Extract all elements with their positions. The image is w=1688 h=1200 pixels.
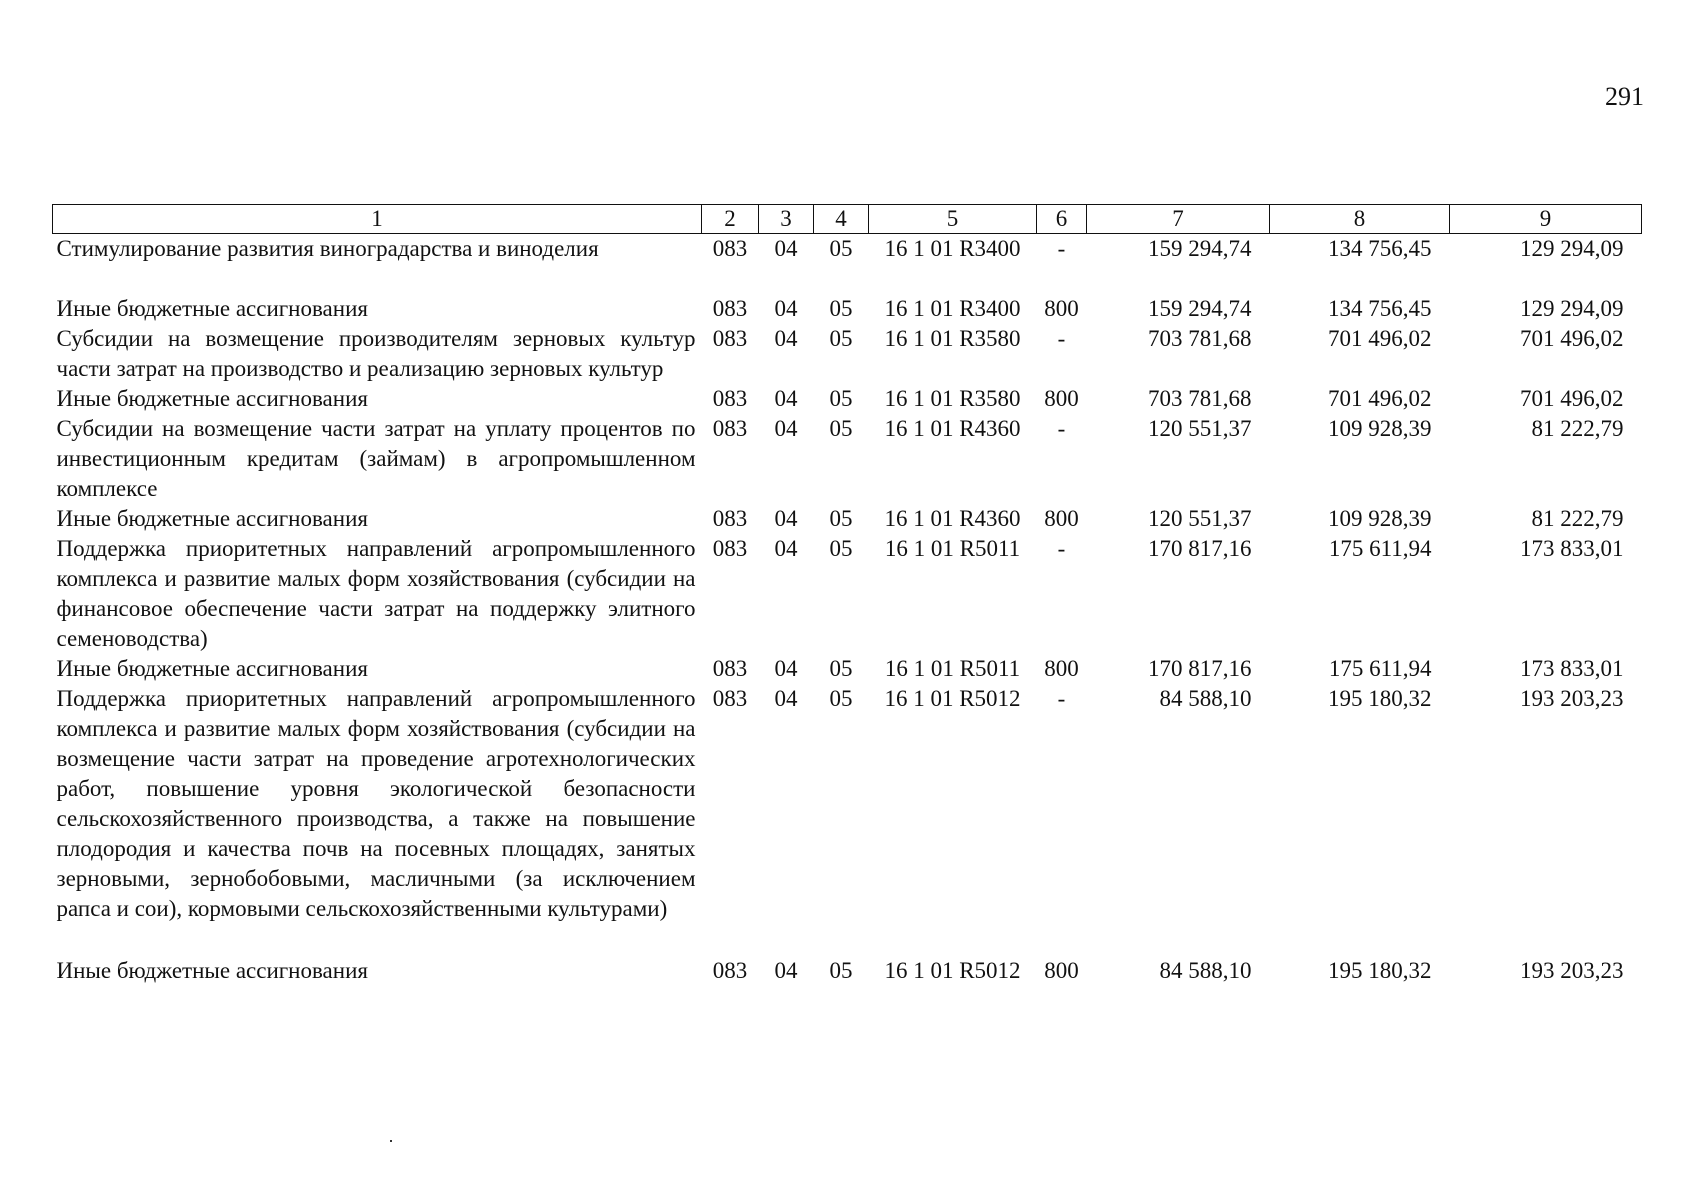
amount-col8: 175 611,94 <box>1328 656 1432 681</box>
target-article-code: 16 1 01 R5012 <box>884 958 1021 983</box>
item-name: Стимулирование развития виноградарства и виноделия <box>56 236 599 261</box>
amount-col9: 81 222,79 <box>1531 506 1624 531</box>
subsection-code: 05 <box>829 686 853 711</box>
table-row <box>53 534 1642 654</box>
header-row <box>53 205 1642 234</box>
ministry-code: 083 <box>712 536 748 561</box>
expense-type-code: 800 <box>1044 958 1079 983</box>
subsection-code: 05 <box>829 386 853 411</box>
amount-col7: 703 781,68 <box>1148 386 1252 411</box>
section-code: 04 <box>774 506 798 531</box>
amount-col9: 129 294,09 <box>1520 236 1624 261</box>
subsection-code: 05 <box>829 536 853 561</box>
subsection-code: 05 <box>829 236 853 261</box>
amount-col9: 193 203,23 <box>1520 686 1624 711</box>
amount-col9: 81 222,79 <box>1531 416 1624 441</box>
amount-col8: 701 496,02 <box>1328 326 1432 351</box>
section-code: 04 <box>774 536 798 561</box>
column-header: 6 <box>1037 205 1087 234</box>
target-article-code: 16 1 01 R3580 <box>884 386 1021 411</box>
column-header: 3 <box>759 205 814 234</box>
ministry-code: 083 <box>712 656 748 681</box>
ministry-code: 083 <box>712 958 748 983</box>
section-code: 04 <box>774 686 798 711</box>
amount-col8: 701 496,02 <box>1328 386 1432 411</box>
amount-col9: 193 203,23 <box>1520 958 1624 983</box>
expense-type-code: 800 <box>1044 296 1079 321</box>
amount-col7: 84 588,10 <box>1159 686 1252 711</box>
amount-col8: 134 756,45 <box>1328 236 1432 261</box>
table-row <box>53 504 1642 534</box>
expense-type-code: - <box>1057 536 1066 561</box>
section-code: 04 <box>774 296 798 321</box>
amount-col7: 170 817,16 <box>1148 536 1252 561</box>
table-row <box>53 324 1642 384</box>
column-header: 1 <box>53 205 702 234</box>
ministry-code: 083 <box>712 386 748 411</box>
amount-col8: 109 928,39 <box>1328 506 1432 531</box>
table-row <box>53 654 1642 684</box>
amount-col7: 159 294,74 <box>1148 236 1252 261</box>
amount-col7: 170 817,16 <box>1148 656 1252 681</box>
amount-col8: 195 180,32 <box>1328 958 1432 983</box>
expense-type-code: - <box>1057 686 1066 711</box>
section-code: 04 <box>774 326 798 351</box>
budget-table <box>52 204 1642 986</box>
item-name: Иные бюджетные ассигнования <box>56 506 368 531</box>
item-name: Поддержка приоритетных направлений агропромышленного комплекса и развитие малых форм хозяйствования (субсидии на возмещение части затрат на проведение агротехнологических работ, повышение уровня экологической безопасности сельскохозяйственного производства, а также на повышение плодородия и качества почв на посевных площадях, занятых зерновыми, зернобобовыми, масличными (за исключением рапса и сои), кормовыми сельскохозяйственными культурами) <box>56 686 696 921</box>
table-row <box>53 384 1642 414</box>
table-row <box>53 684 1642 956</box>
subsection-code: 05 <box>829 656 853 681</box>
section-code: 04 <box>774 416 798 441</box>
amount-col8: 134 756,45 <box>1328 296 1432 321</box>
target-article-code: 16 1 01 R5012 <box>884 686 1021 711</box>
column-header: 9 <box>1450 205 1642 234</box>
amount-col8: 109 928,39 <box>1328 416 1432 441</box>
amount-col9: 173 833,01 <box>1520 536 1624 561</box>
expense-type-code: - <box>1057 416 1066 441</box>
amount-col8: 175 611,94 <box>1328 536 1432 561</box>
column-header: 5 <box>869 205 1037 234</box>
target-article-code: 16 1 01 R3400 <box>884 296 1021 321</box>
expense-type-code: 800 <box>1044 506 1079 531</box>
ministry-code: 083 <box>712 416 748 441</box>
table-row <box>53 414 1642 504</box>
amount-col7: 703 781,68 <box>1148 326 1252 351</box>
subsection-code: 05 <box>829 506 853 531</box>
section-code: 04 <box>774 958 798 983</box>
ministry-code: 083 <box>712 236 748 261</box>
item-name: Иные бюджетные ассигнования <box>56 296 368 321</box>
target-article-code: 16 1 01 R5011 <box>884 656 1021 681</box>
page-number: 291 <box>1605 82 1644 111</box>
table-row <box>53 956 1642 986</box>
target-article-code: 16 1 01 R3400 <box>884 236 1021 261</box>
expense-type-code: - <box>1057 236 1066 261</box>
section-code: 04 <box>774 236 798 261</box>
amount-col9: 173 833,01 <box>1520 656 1624 681</box>
amount-col9: 701 496,02 <box>1520 386 1624 411</box>
amount-col9: 701 496,02 <box>1520 326 1624 351</box>
section-code: 04 <box>774 656 798 681</box>
target-article-code: 16 1 01 R5011 <box>884 536 1021 561</box>
expense-type-code: 800 <box>1044 386 1079 411</box>
subsection-code: 05 <box>829 416 853 441</box>
item-name: Поддержка приоритетных направлений агропромышленного комплекса и развитие малых форм хозяйствования (субсидии на финансовое обеспечение части затрат на поддержку элитного семеноводства) <box>56 536 696 651</box>
ministry-code: 083 <box>712 326 748 351</box>
scan-artifact-dot <box>390 1140 392 1142</box>
ministry-code: 083 <box>712 506 748 531</box>
subsection-code: 05 <box>829 296 853 321</box>
target-article-code: 16 1 01 R3580 <box>884 326 1021 351</box>
table-row <box>53 294 1642 324</box>
ministry-code: 083 <box>712 296 748 321</box>
table-row <box>53 234 1642 295</box>
item-name: Иные бюджетные ассигнования <box>56 656 368 681</box>
expense-type-code: - <box>1057 326 1066 351</box>
ministry-code: 083 <box>712 686 748 711</box>
item-name: Субсидии на возмещение части затрат на уплату процентов по инвестиционным кредитам (займам) в агропромышленном комплексе <box>56 416 696 501</box>
target-article-code: 16 1 01 R4360 <box>884 506 1021 531</box>
amount-col7: 120 551,37 <box>1148 416 1252 441</box>
subsection-code: 05 <box>829 958 853 983</box>
expense-type-code: 800 <box>1044 656 1079 681</box>
amount-col7: 159 294,74 <box>1148 296 1252 321</box>
column-header: 4 <box>814 205 869 234</box>
item-name: Иные бюджетные ассигнования <box>56 386 368 411</box>
column-header: 7 <box>1087 205 1270 234</box>
amount-col7: 84 588,10 <box>1159 958 1252 983</box>
column-header: 2 <box>702 205 759 234</box>
column-header: 8 <box>1270 205 1450 234</box>
item-name: Субсидии на возмещение производителям зерновых культур части затрат на производство и реализацию зерновых культур <box>56 326 696 381</box>
section-code: 04 <box>774 386 798 411</box>
amount-col7: 120 551,37 <box>1148 506 1252 531</box>
subsection-code: 05 <box>829 326 853 351</box>
target-article-code: 16 1 01 R4360 <box>884 416 1021 441</box>
item-name: Иные бюджетные ассигнования <box>56 958 368 983</box>
amount-col9: 129 294,09 <box>1520 296 1624 321</box>
amount-col8: 195 180,32 <box>1328 686 1432 711</box>
